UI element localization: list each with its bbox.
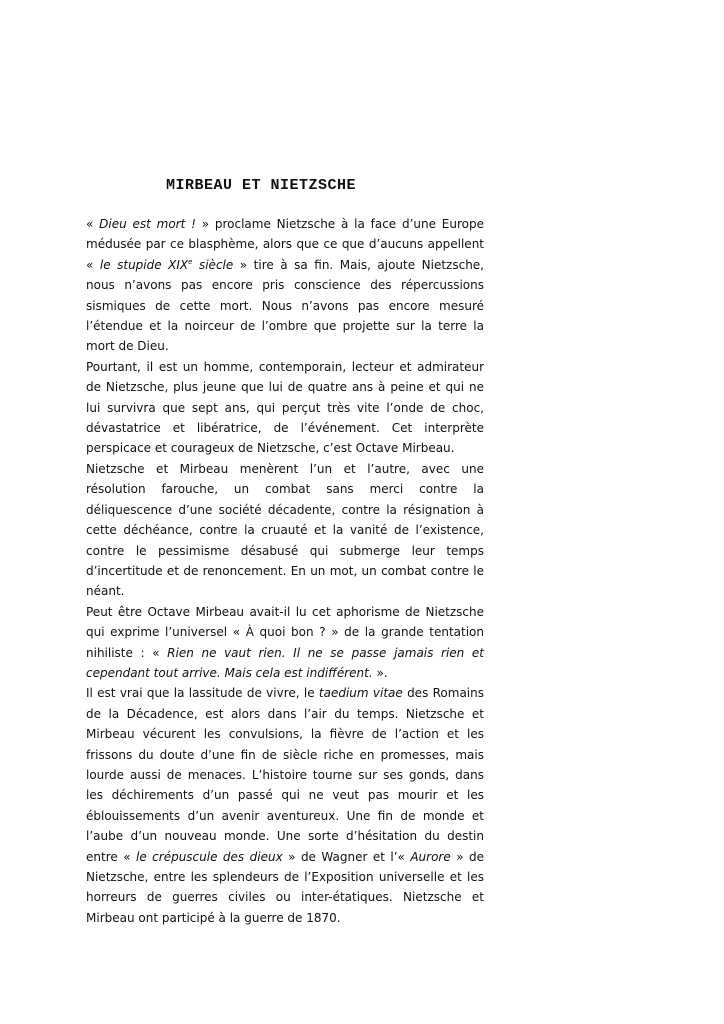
paragraph-1 bbox=[86, 214, 484, 357]
p4-aphorism-italic: Rien ne vaut rien. Il ne se passe jamais rien et cependant tout arrive. Mais cela est indifférent. bbox=[86, 645, 484, 680]
document-page bbox=[86, 176, 484, 928]
p1-a: « bbox=[86, 217, 100, 231]
p5-aurore-italic: Aurore bbox=[410, 849, 451, 864]
p1-quote-italic: Dieu est mort ! bbox=[99, 217, 196, 231]
p5-taedium-italic: taedium vitae bbox=[318, 686, 403, 701]
p4-a: Peut être Octave Mirbeau avait-il lu cet aphorisme de Nietzsche qui exprime l’universel « À quoi bon ? » de la grande tentation nihiliste : « bbox=[86, 604, 484, 660]
page-title: MIRBEAU ET NIETZSCHE bbox=[166, 177, 357, 194]
p5-crepuscule-italic: le crépuscule des dieux bbox=[136, 849, 283, 864]
paragraph-4 bbox=[86, 602, 484, 684]
p5-g: » de Nietzsche, entre les splendeurs de l’Exposition universelle et les horreurs de guerres civiles ou inter-étatiques. Nietzsche et Mirbeau ont participé à la guerre de 1870. bbox=[86, 849, 484, 925]
article-body bbox=[86, 214, 484, 928]
p1-f: » tire à sa fin. Mais, ajoute Nietzsche, nous n’avons pas encore pris conscience des répercussions sismiques de cette mort. Nous n’avons pas encore mesuré l’étendue et la noirceur de l’ombre que projette sur la terre la mort de Dieu. bbox=[86, 257, 484, 354]
paragraph-2: Pourtant, il est un homme, contemporain, lecteur et admirateur de Nietzsche, plus jeune que lui de quatre ans à peine et qui ne lui survivra que sept ans, qui perçut très vite l’onde de choc, dévastatrice et libératrice, de l’événement. Cet interprète perspicace et courageux de Nietzsche, c’est Octave Mirbeau. bbox=[86, 359, 484, 456]
paragraph-5 bbox=[86, 683, 484, 928]
p5-a: Il est vrai que la lassitude de vivre, le bbox=[86, 686, 319, 701]
p1-c: » proclame Nietzsche à la face d’une Europe médusée par ce blasphème, alors que ce que d’aucuns appellent « bbox=[86, 217, 484, 272]
paragraph-3: Nietzsche et Mirbeau menèrent l’un et l’autre, avec une résolution farouche, un combat sans merci contre la déliquescence d’une société décadente, contre la résignation à cette déchéance, contre la cruauté et la vanité de l’existence, contre le pessimisme désabusé qui submerge leur temps d’incertitude et de renoncement. En un mot, un combat contre le néant. bbox=[86, 461, 484, 599]
p1-e: siècle bbox=[192, 257, 234, 272]
p1-stupide-italic bbox=[100, 258, 233, 272]
p4-c: ». bbox=[372, 665, 388, 680]
p5-c: des Romains de la Décadence, est alors dans l’air du temps. Nietzsche et Mirbeau vécurent les convulsions, la fièvre de l’action et les frissons du doute d’une fin de siècle riche en promesses, mais lourde aussi de menaces. L’histoire tourne sur ses gonds, dans les déchirements d’un passé qui ne veut pas mourir et les éblouissements d’un avenir aventureux. Une fin de monde et l’aube d’un nouveau monde. Une sorte d’hésitation du destin entre « bbox=[86, 686, 484, 864]
p1-superscript: e bbox=[188, 257, 193, 266]
p1-d: le stupide XIX bbox=[99, 257, 189, 272]
p5-e: » de Wagner et l’« bbox=[282, 849, 411, 864]
